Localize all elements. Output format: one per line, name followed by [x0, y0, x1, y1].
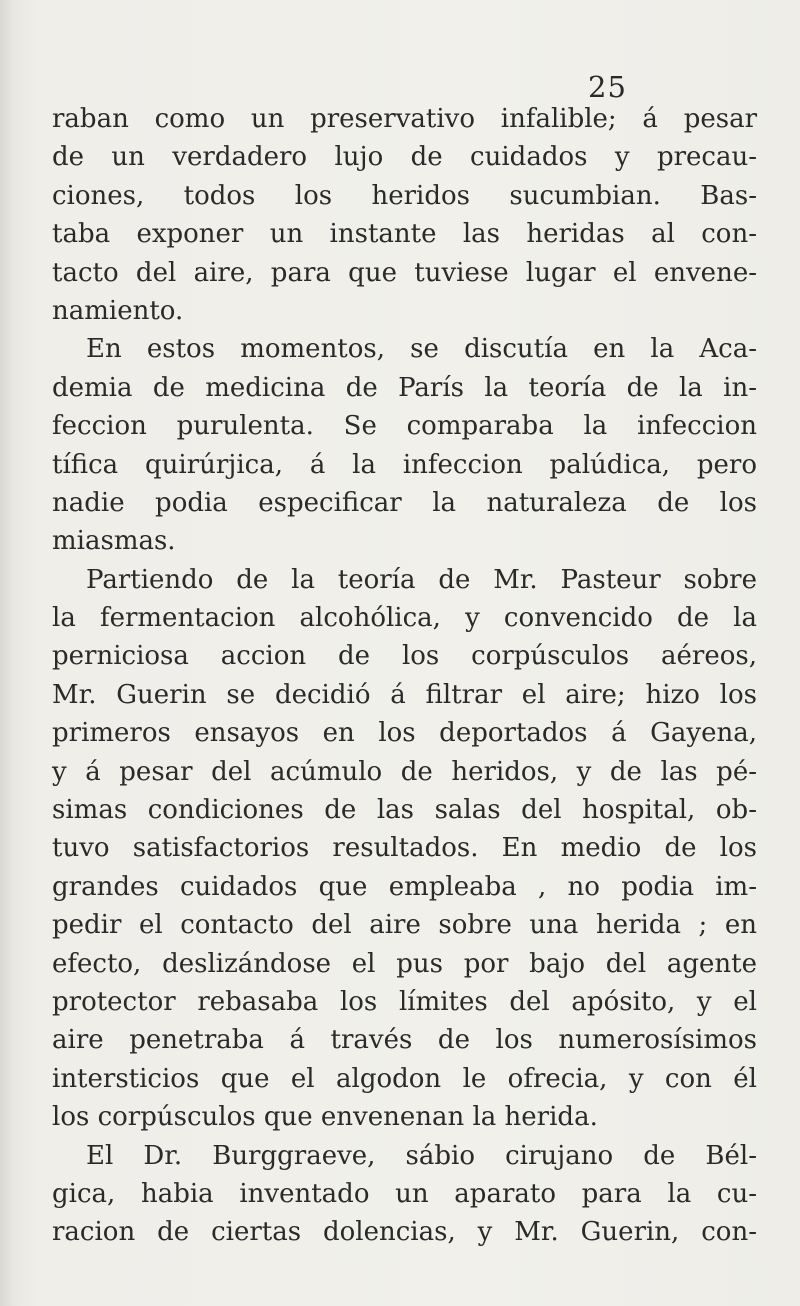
text-line: raban como un preservativo infalible; á pesar [52, 104, 757, 134]
text-line: En estos momentos, se discutía en la Aca- [86, 334, 757, 365]
page-edge-shadow [0, 0, 14, 1306]
text-line: feccion purulenta. Se comparaba la infeccion [52, 411, 757, 442]
text-line: tífica quirúrjica, á la infeccion palúdica, pero [52, 449, 757, 480]
text-line: tacto del aire, para que tuviese lugar el envene- [52, 257, 757, 288]
text-line: grandes cuidados que empleaba , no podia im- [52, 871, 757, 902]
text-line: nadie podia especificar la naturaleza de los [52, 487, 757, 518]
body-text [52, 100, 757, 1252]
page-number: 25 [588, 70, 627, 104]
text-line: aire penetraba á través de los numerosísimos [52, 1025, 757, 1056]
text-line: de un verdadero lujo de cuidados y precau- [52, 142, 757, 173]
text-line: los corpúsculos que envenenan la herida. [52, 1102, 598, 1133]
text-line: primeros ensayos en los deportados á Gayena, [52, 718, 757, 749]
text-line: efecto, deslizándose el pus por bajo del agente [52, 948, 757, 979]
text-line: miasmas. [52, 526, 176, 557]
text-line: demia de medicina de París la teoría de la in- [52, 372, 757, 403]
text-line: pedir el contacto del aire sobre una herida ; en [52, 910, 757, 941]
text-line: ciones, todos los heridos sucumbian. Bas- [52, 180, 757, 211]
text-line: Mr. Guerin se decidió á filtrar el aire; hizo los [52, 679, 757, 710]
text-line: la fermentacion alcohólica, y convencido de la [52, 603, 757, 634]
text-line: simas condiciones de las salas del hospital, ob- [52, 795, 757, 826]
text-line: taba exponer un instante las heridas al con- [52, 219, 757, 250]
text-line: tuvo satisfactorios resultados. En medio de los [52, 833, 757, 864]
text-line: y á pesar del acúmulo de heridos, y de las pé- [52, 756, 757, 787]
text-line: perniciosa accion de los corpúsculos aéreos, [52, 641, 757, 672]
text-line: intersticios que el algodon le ofrecia, y con él [52, 1063, 757, 1094]
text-line: racion de ciertas dolencias, y Mr. Guerin, con- [52, 1217, 757, 1248]
text-line: namiento. [52, 295, 184, 326]
text-line: protector rebasaba los límites del apósito, y el [52, 986, 757, 1017]
text-line: gica, habia inventado un aparato para la cu- [52, 1178, 757, 1209]
text-line: El Dr. Burggraeve, sábio cirujano de Bél- [86, 1140, 757, 1171]
text-line: Partiendo de la teoría de Mr. Pasteur sobre [86, 564, 757, 595]
